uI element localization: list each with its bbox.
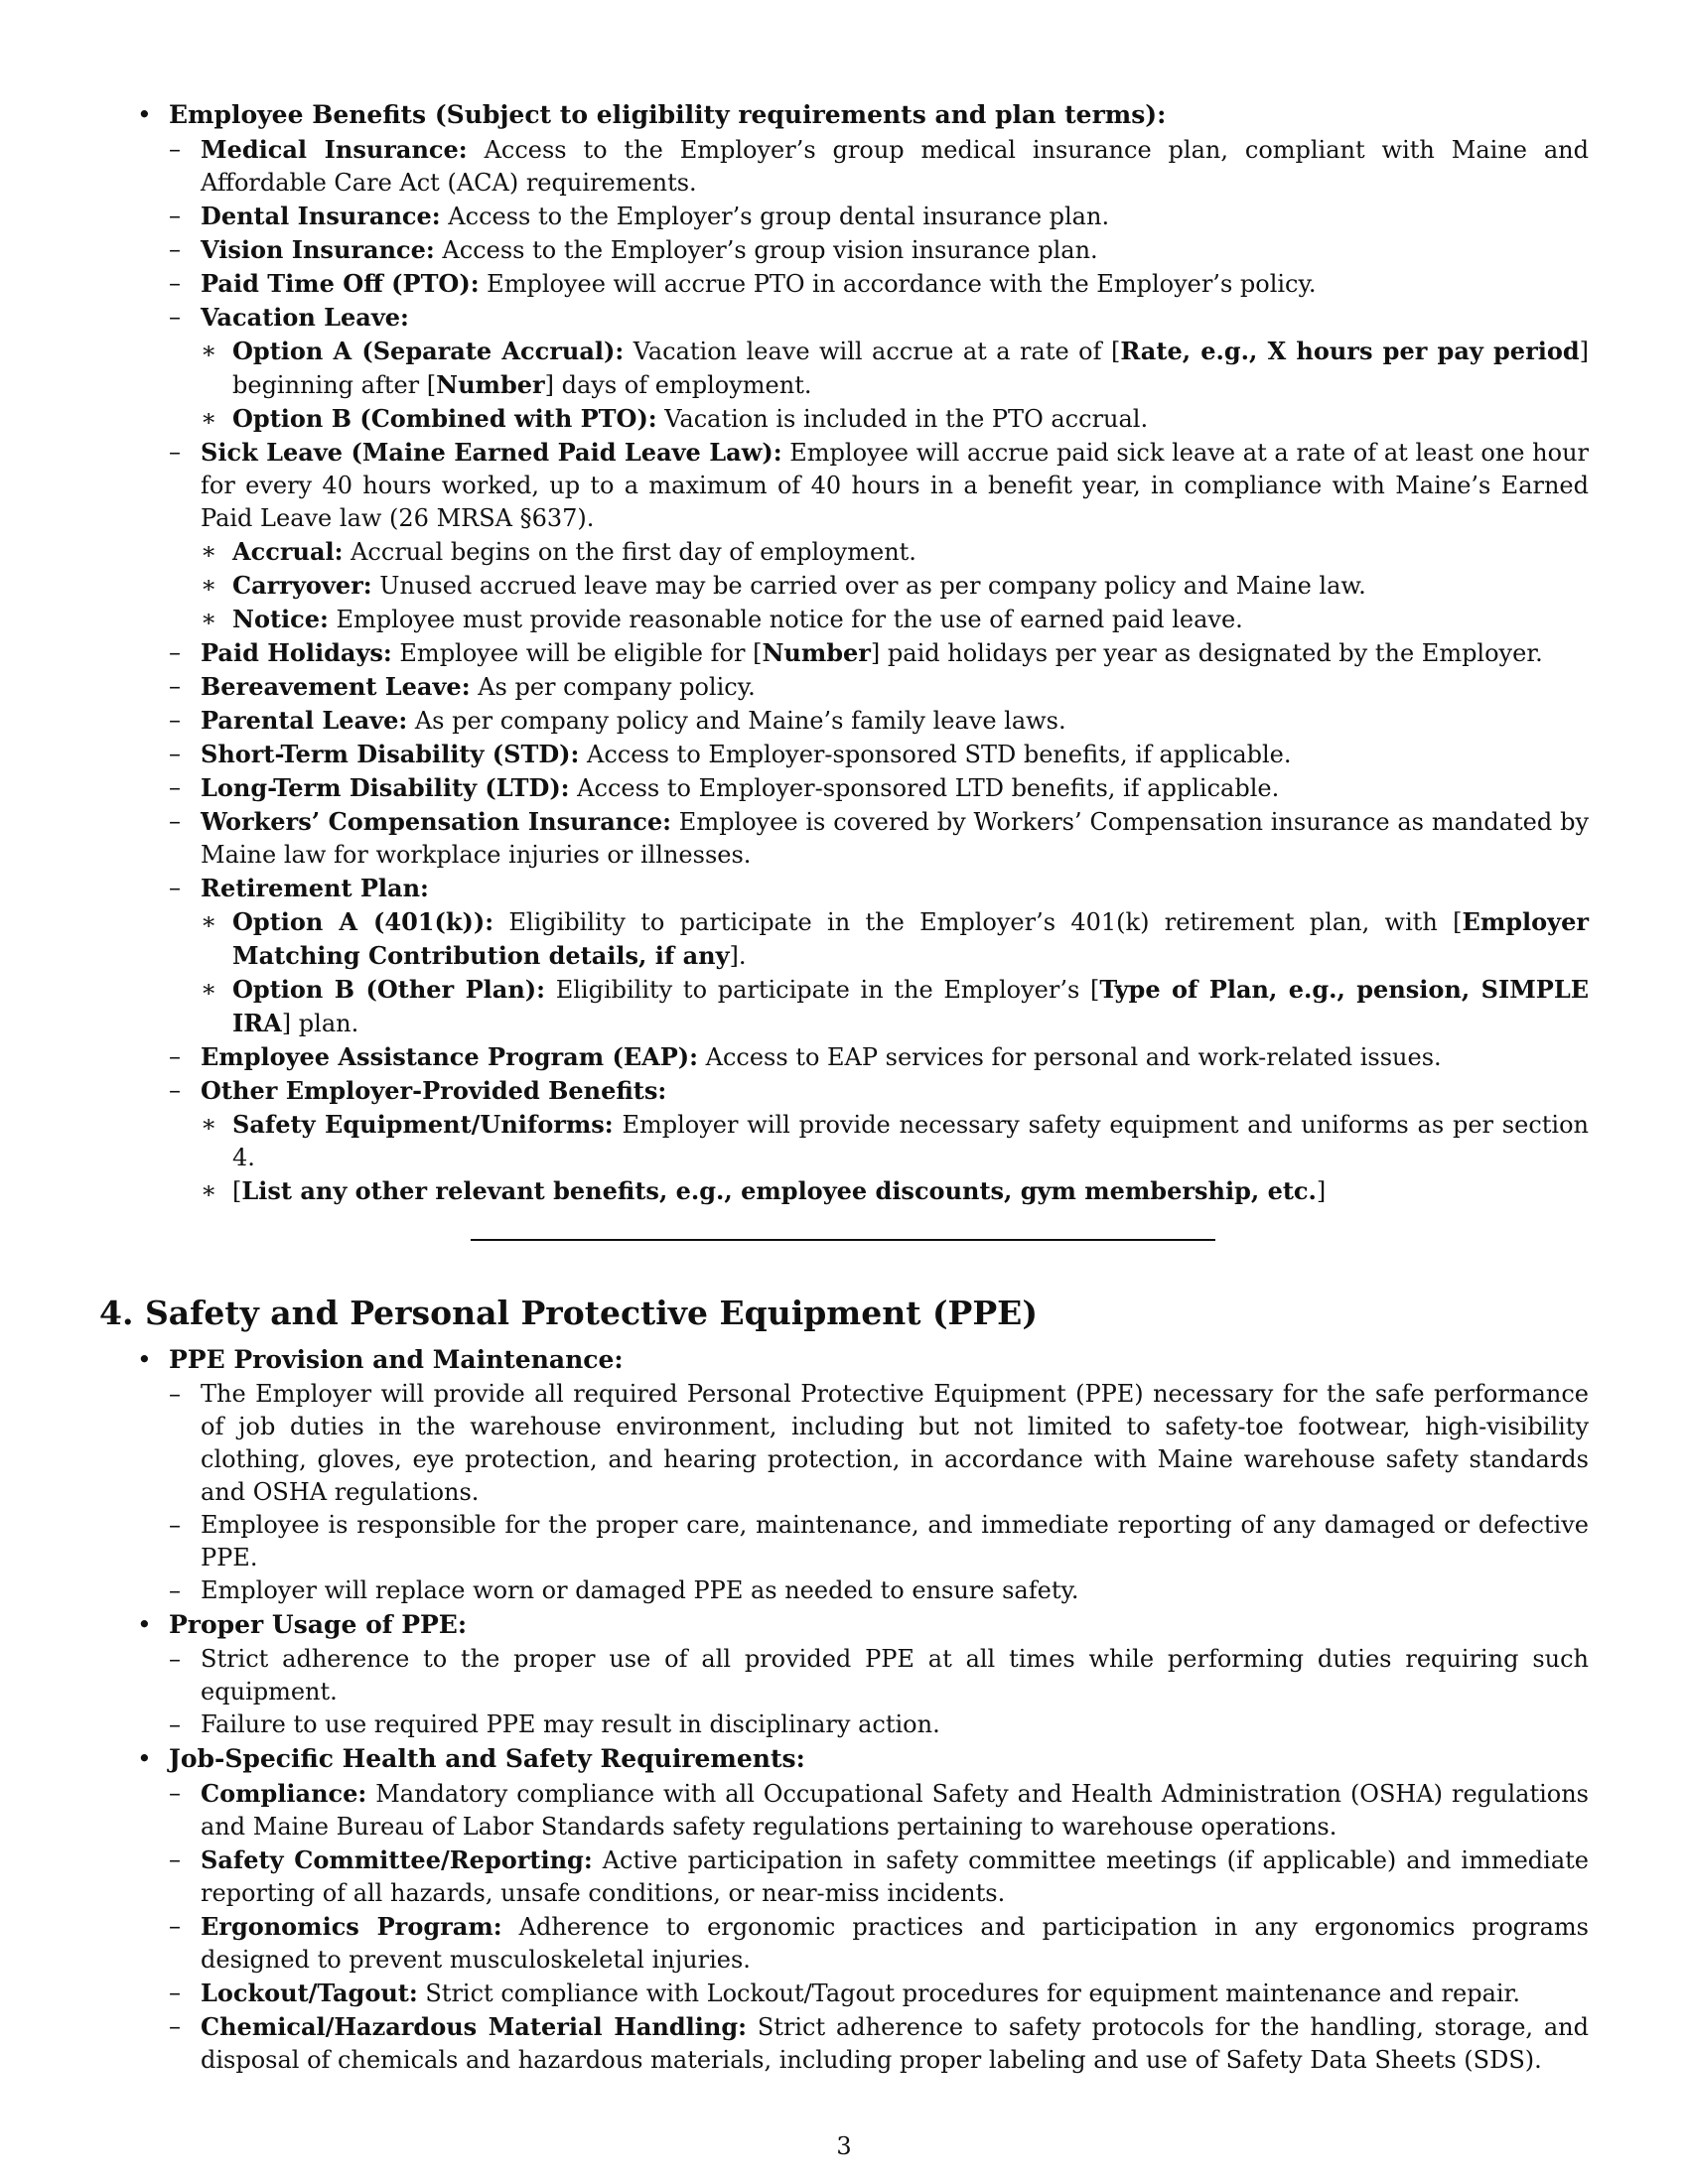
dash-marker: – bbox=[169, 1645, 181, 1673]
star-marker: ∗ bbox=[201, 571, 217, 599]
benefit-pto bbox=[169, 267, 1589, 301]
bracket-close: ] bbox=[1316, 1177, 1327, 1205]
benefit-label: Paid Holidays: bbox=[201, 638, 392, 667]
option-text: ] beginning after [ bbox=[232, 338, 1590, 399]
benefit-text: Access to the Employer’s group vision insurance plan. bbox=[434, 236, 1098, 264]
dash-marker: – bbox=[169, 807, 181, 835]
detail-text: Employee must provide reasonable notice for the use of earned paid leave. bbox=[328, 606, 1243, 633]
other-safety-equipment bbox=[201, 1108, 1589, 1174]
benefit-parental bbox=[169, 704, 1589, 738]
benefit-text: Access to Employer-sponsored STD benefits, if applicable. bbox=[579, 741, 1292, 768]
detail-label: Carryover: bbox=[232, 571, 372, 600]
item-label: Lockout/Tagout: bbox=[201, 1979, 418, 2007]
retirement-options bbox=[201, 905, 1589, 1040]
dash-marker: – bbox=[169, 874, 181, 901]
dash-marker: – bbox=[169, 1042, 181, 1070]
option-text: Employer will provide necessary safety equipment and uniforms as per section 4. bbox=[232, 1111, 1589, 1171]
star-marker: ∗ bbox=[201, 537, 217, 565]
star-marker: ∗ bbox=[201, 907, 217, 935]
benefit-ltd bbox=[169, 771, 1589, 805]
benefit-label: Short-Term Disability (STD): bbox=[201, 740, 580, 768]
star-marker: ∗ bbox=[201, 1110, 217, 1138]
placeholder-text: List any other relevant benefits, e.g., employee discounts, gym membership, etc. bbox=[241, 1176, 1317, 1205]
option-label: Safety Equipment/Uniforms: bbox=[232, 1110, 614, 1139]
benefits-list bbox=[137, 97, 1589, 1208]
dash-marker: – bbox=[169, 1076, 181, 1104]
benefit-label: Parental Leave: bbox=[201, 706, 408, 735]
option-text: ]. bbox=[729, 942, 747, 970]
dash-marker: – bbox=[169, 1511, 181, 1539]
ppe-usage bbox=[137, 1607, 1589, 1741]
dash-marker: – bbox=[169, 1710, 181, 1738]
dash-marker: – bbox=[169, 1576, 181, 1604]
vacation-option-b bbox=[201, 402, 1589, 436]
dash-marker: – bbox=[169, 235, 181, 263]
option-text: Eligibility to participate in the Employer’s 401(k) retirement plan, with [ bbox=[493, 908, 1463, 936]
job-specific-heading: Job-Specific Health and Safety Requirements: bbox=[169, 1744, 805, 1773]
option-label: Option A (401(k)): bbox=[232, 907, 494, 936]
benefits-item bbox=[137, 97, 1589, 1208]
benefit-text: Employee is covered by Workers’ Compensation insurance as mandated by Maine law for workplace injuries or illnesses. bbox=[201, 808, 1589, 869]
dash-marker: – bbox=[169, 672, 181, 700]
benefit-label: Vision Insurance: bbox=[201, 235, 435, 264]
other-benefits bbox=[201, 1108, 1589, 1208]
benefit-vision bbox=[169, 233, 1589, 267]
list-item bbox=[169, 1574, 1589, 1607]
item-text: Employer will replace worn or damaged PPE as needed to ensure safety. bbox=[201, 1576, 1079, 1604]
benefits-section bbox=[137, 97, 1589, 1208]
dash-marker: – bbox=[169, 706, 181, 734]
list-item bbox=[169, 1777, 1589, 1843]
option-text: ] days of employment. bbox=[544, 371, 812, 399]
benefit-label: Paid Time Off (PTO): bbox=[201, 269, 480, 298]
benefit-text: As per company policy. bbox=[470, 673, 756, 701]
detail-text: Unused accrued leave may be carried over as per company policy and Maine law. bbox=[371, 572, 1366, 600]
sick-notice bbox=[201, 603, 1589, 636]
item-text: Active participation in safety committee meetings (if applicable) and immediate reporting of all hazards, unsafe conditions, or near-miss incidents. bbox=[201, 1846, 1590, 1907]
item-label: Ergonomics Program: bbox=[201, 1912, 502, 1941]
benefit-text: Employee will accrue paid sick leave at a rate of at least one hour for every 40 hours worked, up to a maximum of 40 hours in a benefit year, in compliance with Maine’s Earned Paid Leave law (26 MRSA §637). bbox=[201, 439, 1589, 532]
benefit-label: Sick Leave (Maine Earned Paid Leave Law): bbox=[201, 438, 782, 467]
benefit-label: Retirement Plan: bbox=[201, 874, 429, 902]
ppe-usage-items bbox=[169, 1643, 1589, 1741]
bullet-marker: • bbox=[137, 1610, 152, 1639]
list-item bbox=[169, 1708, 1589, 1741]
placeholder-text: Number bbox=[436, 370, 545, 399]
item-label: Chemical/Hazardous Material Handling: bbox=[201, 2012, 747, 2041]
benefit-retirement bbox=[169, 872, 1589, 1040]
item-text: Adherence to ergonomic practices and participation in any ergonomics programs designed to prevent musculoskeletal injuries. bbox=[201, 1913, 1590, 1974]
benefit-text: Access to the Employer’s group medical insurance plan, compliant with Maine and Affordable Care Act (ACA) requirements. bbox=[201, 136, 1589, 197]
section-title: 4. Safety and Personal Protective Equipment (PPE) bbox=[99, 1294, 1038, 1332]
vacation-options bbox=[201, 335, 1589, 436]
item-text: Mandatory compliance with all Occupational Safety and Health Administration (OSHA) regulations and Maine Bureau of Labor Standards safety regulations pertaining to warehouse operations. bbox=[201, 1780, 1589, 1841]
sick-carryover bbox=[201, 569, 1589, 603]
section-safety-ppe bbox=[99, 1293, 1589, 2077]
list-item bbox=[169, 1977, 1589, 2010]
star-marker: ∗ bbox=[201, 605, 217, 632]
benefit-text: Employee will be eligible for [ bbox=[391, 639, 763, 667]
list-item bbox=[169, 1910, 1589, 1977]
benefit-bereavement bbox=[169, 670, 1589, 704]
dash-marker: – bbox=[169, 1979, 181, 2006]
dash-marker: – bbox=[169, 773, 181, 801]
vacation-option-a bbox=[201, 335, 1589, 402]
ppe-provision-heading: PPE Provision and Maintenance: bbox=[169, 1345, 624, 1374]
bullet-marker: • bbox=[137, 1345, 152, 1374]
item-text: The Employer will provide all required Personal Protective Equipment (PPE) necessary for the safe performance of job duties in the warehouse environment, including but not limited to safety-toe footwear, high-visibility clothing, gloves, eye protection, and hearing protection, in accordance with Maine warehouse safety standards and OSHA regulations. bbox=[201, 1380, 1589, 1506]
benefit-label: Vacation Leave: bbox=[201, 303, 409, 332]
section-divider bbox=[471, 1239, 1215, 1241]
dash-marker: – bbox=[169, 438, 181, 466]
option-text: Eligibility to participate in the Employer’s [ bbox=[545, 976, 1100, 1004]
dash-marker: – bbox=[169, 638, 181, 666]
benefit-label: Other Employer-Provided Benefits: bbox=[201, 1076, 667, 1105]
detail-label: Accrual: bbox=[232, 537, 344, 566]
star-marker: ∗ bbox=[201, 1176, 217, 1204]
dash-marker: – bbox=[169, 1380, 181, 1408]
star-marker: ∗ bbox=[201, 975, 217, 1003]
placeholder-text: Type of Plan, e.g., pension, SIMPLE IRA bbox=[232, 975, 1589, 1037]
benefit-sick-leave bbox=[169, 436, 1589, 636]
list-item bbox=[169, 2010, 1589, 2077]
list-item bbox=[169, 1643, 1589, 1708]
benefit-text: Access to Employer-sponsored LTD benefits, if applicable. bbox=[569, 774, 1280, 802]
dash-marker: – bbox=[169, 1912, 181, 1940]
retirement-option-a bbox=[201, 905, 1589, 973]
dash-marker: – bbox=[169, 303, 181, 331]
bullet-marker: • bbox=[137, 1744, 152, 1773]
placeholder-text: Employer Matching Contribution details, if any bbox=[232, 907, 1589, 970]
item-text: Strict compliance with Lockout/Tagout procedures for equipment maintenance and repair. bbox=[417, 1979, 1521, 2007]
job-specific-safety bbox=[137, 1741, 1589, 2077]
sick-leave-details bbox=[201, 535, 1589, 636]
ppe-provision-items bbox=[169, 1378, 1589, 1607]
list-item bbox=[169, 1843, 1589, 1910]
benefit-vacation bbox=[169, 301, 1589, 436]
sick-accrual bbox=[201, 535, 1589, 569]
dash-marker: – bbox=[169, 202, 181, 229]
item-label: Compliance: bbox=[201, 1779, 367, 1808]
item-label: Safety Committee/Reporting: bbox=[201, 1845, 593, 1874]
item-text: Failure to use required PPE may result in disciplinary action. bbox=[201, 1710, 940, 1738]
star-marker: ∗ bbox=[201, 337, 217, 364]
other-list-placeholder bbox=[201, 1174, 1589, 1208]
benefit-text: As per company policy and Maine’s family leave laws. bbox=[407, 707, 1066, 735]
benefit-label: Dental Insurance: bbox=[201, 202, 441, 230]
detail-text: Accrual begins on the first day of employment. bbox=[343, 538, 916, 566]
benefit-text: Access to the Employer’s group dental insurance plan. bbox=[440, 203, 1110, 230]
benefit-workers-comp bbox=[169, 805, 1589, 872]
list-item bbox=[169, 1509, 1589, 1574]
item-text: Strict adherence to safety protocols for the handling, storage, and disposal of chemicals and hazardous materials, including proper labeling and use of Safety Data Sheets (SDS). bbox=[201, 2013, 1590, 2074]
page-number: 3 bbox=[836, 2132, 852, 2160]
benefit-label: Bereavement Leave: bbox=[201, 672, 471, 701]
dash-marker: – bbox=[169, 1779, 181, 1807]
detail-label: Notice: bbox=[232, 605, 329, 633]
ppe-provision bbox=[137, 1342, 1589, 1607]
bracket-open: [ bbox=[232, 1177, 242, 1205]
benefit-text: Access to EAP services for personal and work-related issues. bbox=[698, 1043, 1442, 1071]
star-marker: ∗ bbox=[201, 404, 217, 432]
benefit-label: Long-Term Disability (LTD): bbox=[201, 773, 570, 802]
benefits-sublist bbox=[169, 133, 1589, 1208]
option-label: Option A (Separate Accrual): bbox=[232, 337, 625, 365]
ppe-usage-heading: Proper Usage of PPE: bbox=[169, 1610, 468, 1639]
benefit-medical bbox=[169, 133, 1589, 200]
dash-marker: – bbox=[169, 740, 181, 767]
retirement-option-b bbox=[201, 973, 1589, 1040]
benefit-other bbox=[169, 1074, 1589, 1208]
placeholder-text: Rate, e.g., X hours per pay period bbox=[1120, 337, 1580, 365]
benefit-label: Employee Assistance Program (EAP): bbox=[201, 1042, 698, 1071]
benefit-paid-holidays bbox=[169, 636, 1589, 670]
benefit-text: Employee will accrue PTO in accordance with the Employer’s policy. bbox=[479, 270, 1317, 298]
bullet-marker: • bbox=[137, 100, 152, 129]
benefit-dental bbox=[169, 200, 1589, 233]
option-label: Option B (Other Plan): bbox=[232, 975, 546, 1004]
item-text: Employee is responsible for the proper care, maintenance, and immediate reporting of any damaged or defective PPE. bbox=[201, 1511, 1589, 1571]
benefit-std bbox=[169, 738, 1589, 771]
placeholder-text: Number bbox=[762, 638, 871, 667]
option-label: Option B (Combined with PTO): bbox=[232, 404, 657, 433]
benefit-text: ] paid holidays per year as designated by the Employer. bbox=[870, 639, 1543, 667]
dash-marker: – bbox=[169, 135, 181, 163]
benefits-heading: Employee Benefits (Subject to eligibility requirements and plan terms): bbox=[169, 100, 1167, 129]
option-text: ] plan. bbox=[281, 1010, 359, 1037]
benefit-eap bbox=[169, 1040, 1589, 1074]
benefit-label: Workers’ Compensation Insurance: bbox=[201, 807, 671, 836]
dash-marker: – bbox=[169, 2012, 181, 2040]
safety-list bbox=[137, 1342, 1589, 2077]
benefit-label: Medical Insurance: bbox=[201, 135, 468, 164]
list-item bbox=[169, 1378, 1589, 1509]
job-specific-items bbox=[169, 1777, 1589, 2077]
dash-marker: – bbox=[169, 1845, 181, 1873]
option-text: Vacation is included in the PTO accrual. bbox=[656, 405, 1149, 433]
option-text: Vacation leave will accrue at a rate of [ bbox=[624, 338, 1121, 365]
dash-marker: – bbox=[169, 269, 181, 297]
item-text: Strict adherence to the proper use of all provided PPE at all times while performing duties requiring such equipment. bbox=[201, 1645, 1589, 1706]
